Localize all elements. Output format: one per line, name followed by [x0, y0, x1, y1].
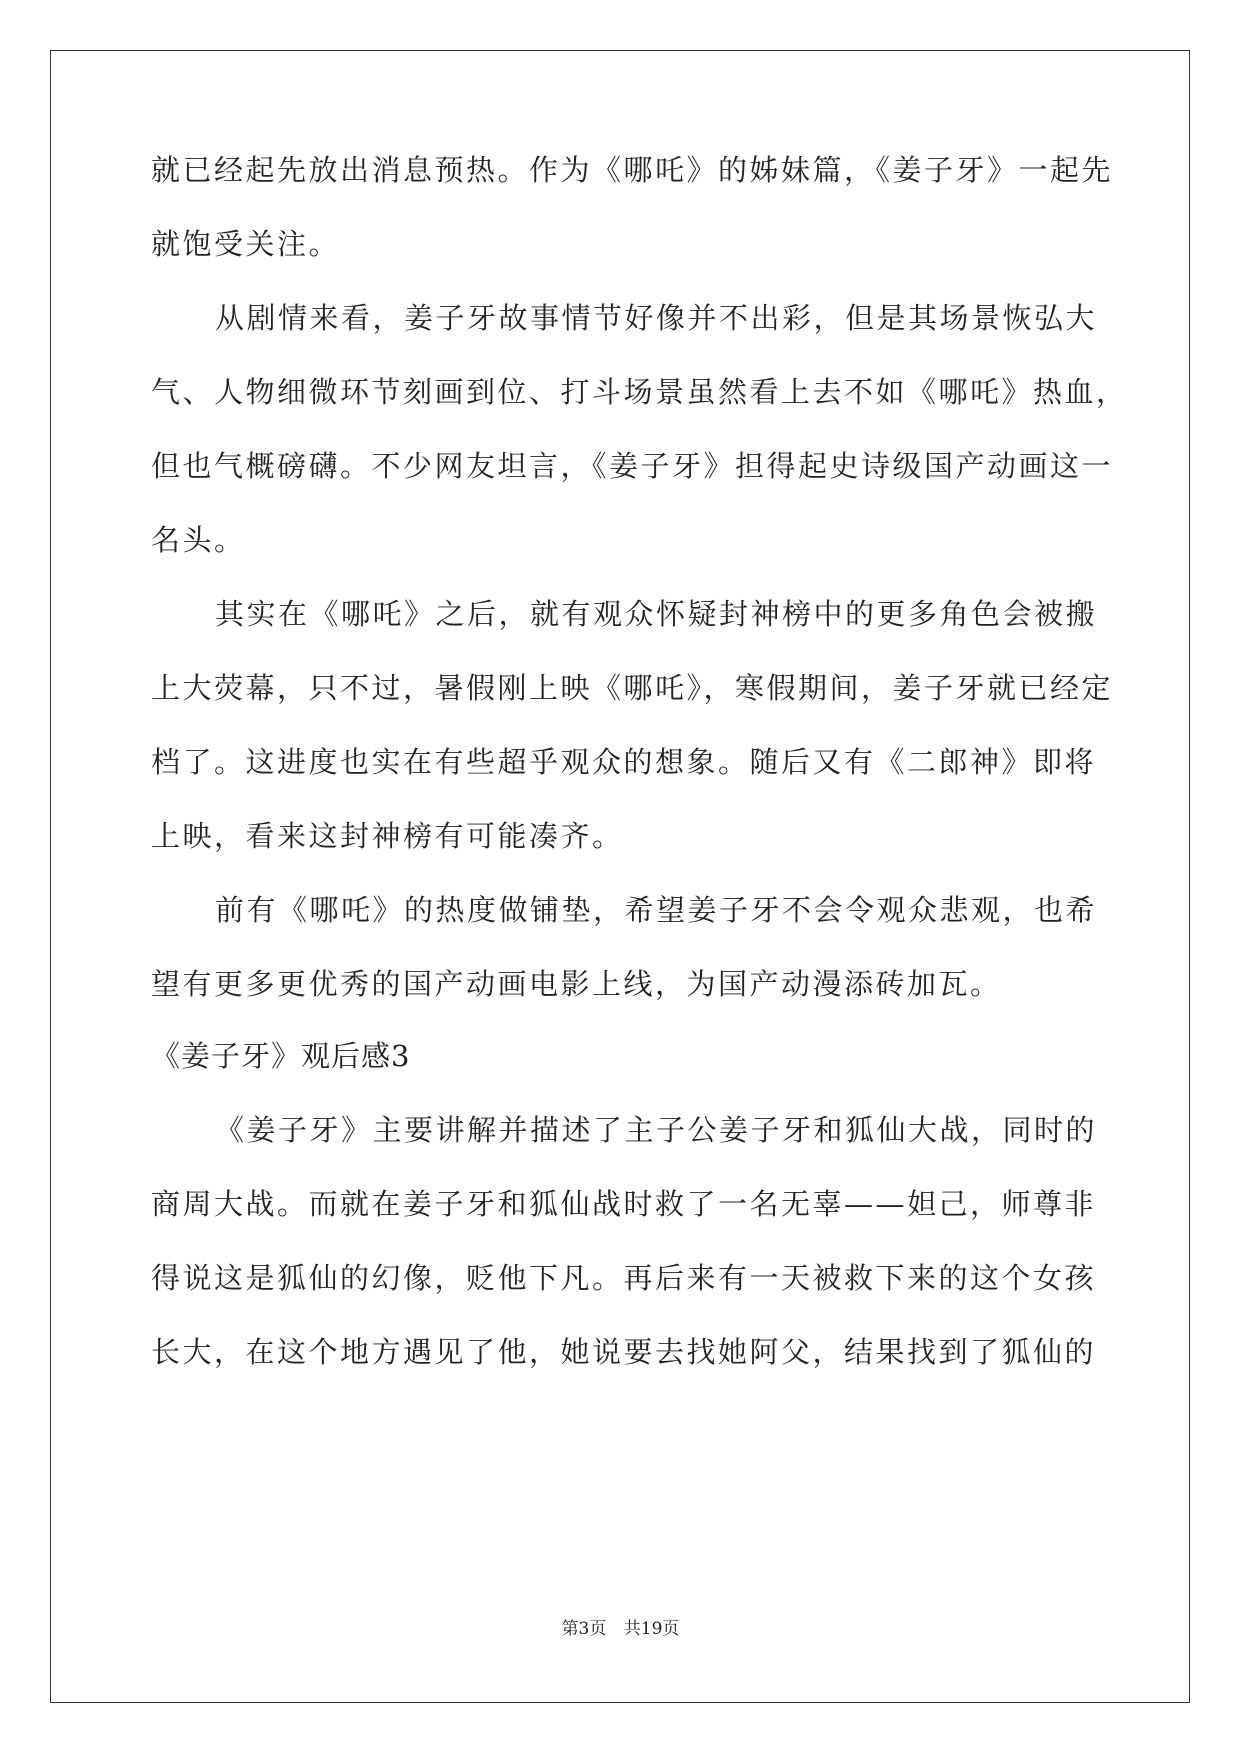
- text-line: 就已经起先放出消息预热。作为《哪吒》的姊妹篇，《姜子牙》一起先: [151, 153, 1114, 187]
- section-heading: 《姜子牙》观后感3: [151, 1039, 411, 1073]
- text-line: 上映，看来这封神榜有可能凑齐。: [151, 819, 624, 853]
- text-line: 就饱受关注。: [151, 227, 341, 261]
- text-line: 商周大战。而就在姜子牙和狐仙战时救了一名无辜——妲己，师尊非: [151, 1187, 1097, 1221]
- text-line: 但也气概磅礴。不少网友坦言，《姜子牙》担得起史诗级国产动画这一: [151, 449, 1114, 483]
- page-number: 第3页: [561, 1619, 607, 1639]
- text-line: 望有更多更优秀的国产动画电影上线，为国产动漫添砖加瓦。: [151, 967, 1002, 1001]
- text-line: 气、人物细微环节刻画到位、打斗场景虽然看上去不如《哪吒》热血，: [151, 375, 1128, 409]
- text-line: 名头。: [151, 523, 246, 557]
- text-line: 长大，在这个地方遇见了他，她说要去找她阿父，结果找到了狐仙的: [151, 1335, 1097, 1369]
- paragraph-start: 前有《哪吒》的热度做铺垫，希望姜子牙不会令观众悲观，也希: [215, 893, 1098, 927]
- page-total: 共19页: [623, 1619, 680, 1639]
- paragraph-start: 从剧情来看，姜子牙故事情节好像并不出彩，但是其场景恢弘大: [215, 301, 1098, 335]
- text-line: 上大荧幕，只不过，暑假刚上映《哪吒》，寒假期间，姜子牙就已经定: [151, 671, 1114, 705]
- text-line: 得说这是狐仙的幻像，贬他下凡。再后来有一天被救下来的这个女孩: [151, 1261, 1097, 1295]
- paragraph-start: 《姜子牙》主要讲解并描述了主子公姜子牙和狐仙大战，同时的: [215, 1113, 1098, 1147]
- page-footer: [0, 1614, 1241, 1639]
- paragraph-start: 其实在《哪吒》之后，就有观众怀疑封神榜中的更多角色会被搬: [215, 597, 1098, 631]
- text-line: 档了。这进度也实在有些超乎观众的想象。随后又有《二郎神》即将: [151, 745, 1097, 779]
